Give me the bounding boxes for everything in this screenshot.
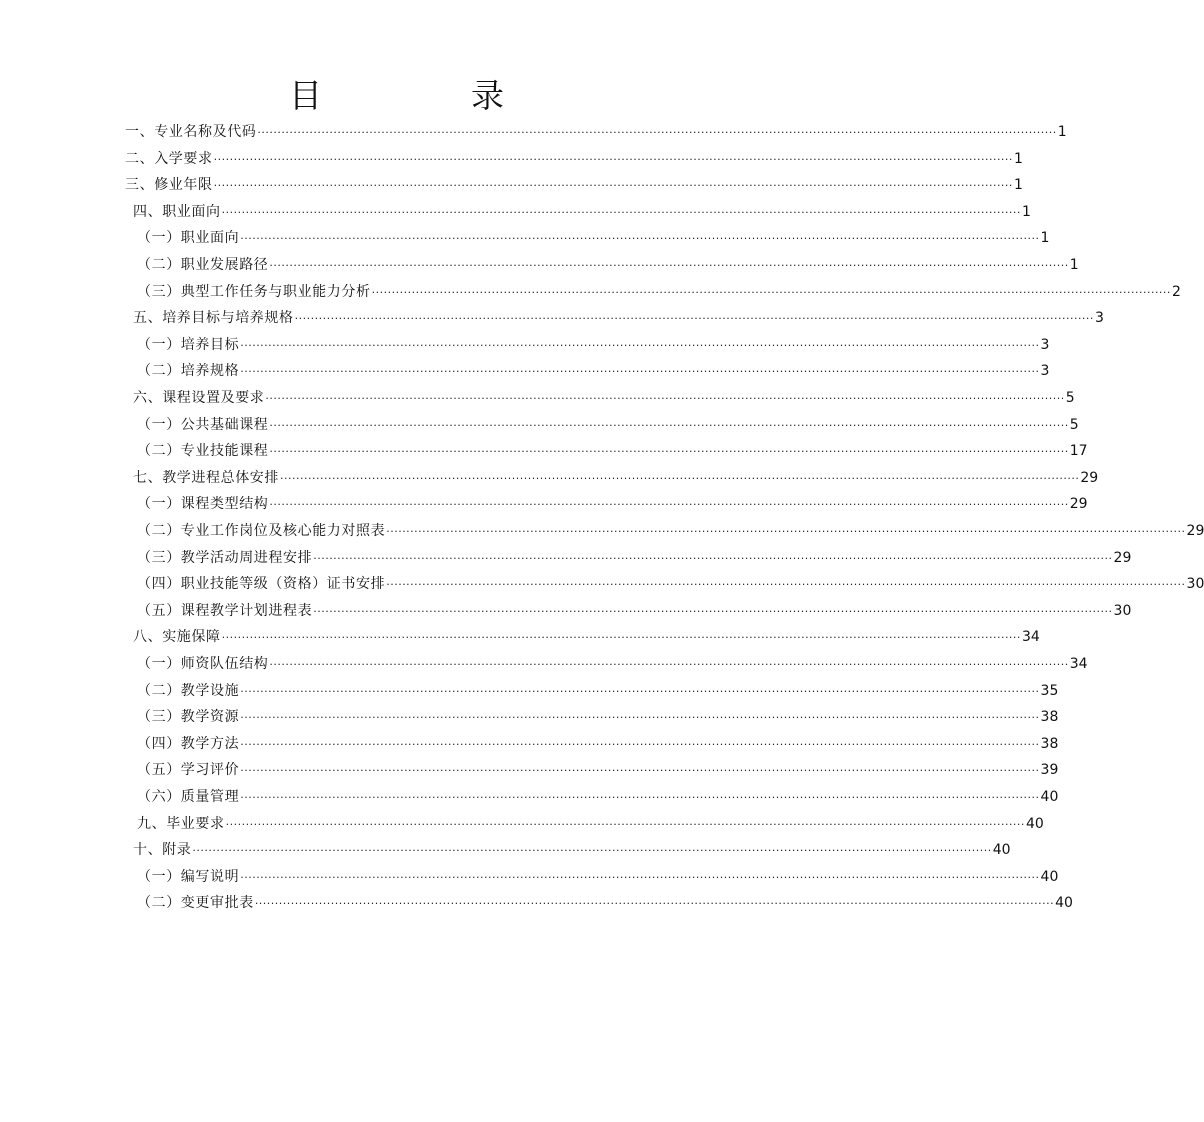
toc-entry[interactable] (137, 518, 1204, 544)
toc-entry[interactable] (137, 864, 1059, 890)
dot-leader: ········································································································································································································ (371, 285, 1171, 299)
dot-leader: ········································································································································································································ (254, 897, 1055, 911)
toc-entry-page-number: 35 (1040, 682, 1059, 699)
toc-entry[interactable] (133, 305, 1104, 331)
dot-leader: ········································································································································································································ (280, 471, 1080, 485)
toc-entry-label: （一）课程类型结构 (137, 496, 269, 513)
toc-entry-label: 五、培养目标与培养规格 (133, 310, 294, 327)
dot-leader: ········································································································································································································ (240, 870, 1040, 884)
toc-entry[interactable] (137, 678, 1059, 704)
toc-entry-label: （四）教学方法 (137, 735, 240, 752)
toc-entry-page-number: 39 (1040, 762, 1059, 779)
toc-entry-page-number: 29 (1069, 496, 1088, 513)
toc-entry-label: （一）师资队伍结构 (137, 656, 269, 672)
toc-entry-label: （二）职业发展路径 (137, 257, 269, 273)
toc-entry-page-number: 34 (1069, 656, 1088, 672)
dot-leader: ········································································································································································································ (386, 578, 1186, 592)
toc-entry[interactable] (137, 545, 1132, 571)
toc-entry-page-number: 2 (1171, 283, 1181, 300)
toc-entry[interactable] (125, 146, 1023, 172)
dot-leader: ········································································································································································································ (257, 126, 1057, 139)
page-title: 目 录 (289, 76, 562, 115)
toc-entry[interactable] (133, 385, 1075, 411)
toc-entry-label: 七、教学进程总体安排 (133, 469, 279, 486)
dot-leader: ········································································································································································································ (240, 711, 1040, 725)
toc-entry-page-number: 3 (1040, 336, 1050, 353)
toc-entry-page-number: 5 (1065, 390, 1075, 406)
toc-entry-label: （二）教学设施 (137, 682, 240, 699)
dot-leader: ········································································································································································································ (221, 631, 1021, 645)
dot-leader: ········································································································································································································ (240, 791, 1040, 804)
dot-leader: ········································································································································································································ (294, 312, 1094, 326)
toc-entry[interactable] (133, 465, 1099, 491)
toc-entry-label: 二、入学要求 (125, 150, 213, 167)
toc-entry-label: 九、毕业要求 (137, 815, 225, 832)
toc-entry-page-number: 34 (1021, 629, 1040, 646)
toc-entry-page-number: 40 (1040, 868, 1059, 885)
toc-entry-label: （一）编写说明 (137, 868, 240, 885)
dot-leader: ········································································································································································································ (269, 658, 1069, 671)
dot-leader: ········································································································································································································ (240, 338, 1040, 352)
toc-entry-page-number: 38 (1040, 709, 1059, 726)
toc-entry-label: （一）培养目标 (137, 336, 240, 353)
toc-entry-page-number: 40 (992, 842, 1011, 859)
toc-entry-label: 一、专业名称及代码 (125, 124, 257, 140)
toc-entry-label: （二）专业工作岗位及核心能力对照表 (137, 523, 386, 539)
toc-entry-label: 八、实施保障 (133, 629, 221, 646)
dot-leader: ········································································································································································································ (240, 737, 1040, 751)
toc-entry-page-number: 1 (1013, 150, 1023, 167)
toc-entry[interactable] (137, 225, 1050, 251)
toc-entry-page-number: 29 (1113, 549, 1132, 566)
toc-entry-page-number: 40 (1025, 815, 1044, 832)
toc-entry[interactable] (125, 119, 1067, 145)
dot-leader: ········································································································································································································ (240, 764, 1040, 778)
toc-entry[interactable] (137, 252, 1079, 278)
toc-entry-page-number: 38 (1040, 735, 1059, 752)
dot-leader: ········································································································································································································ (221, 205, 1021, 219)
toc-entry-page-number: 30 (1113, 602, 1132, 619)
toc-entry-label: 三、修业年限 (125, 177, 213, 194)
toc-entry[interactable] (125, 172, 1023, 198)
toc-entry-page-number: 1 (1013, 177, 1023, 194)
toc-entry-page-number: 29 (1186, 523, 1204, 539)
toc-entry-label: 六、课程设置及要求 (133, 390, 265, 406)
dot-leader: ········································································································································································································ (269, 445, 1069, 459)
toc-entry-page-number: 30 (1186, 576, 1204, 593)
toc-entry[interactable] (137, 890, 1073, 916)
toc-entry-page-number: 5 (1069, 416, 1079, 433)
toc-entry-page-number: 29 (1080, 469, 1099, 486)
toc-entry-label: （三）教学资源 (137, 709, 240, 726)
toc-entry[interactable] (137, 438, 1088, 464)
toc-entry-page-number: 1 (1021, 203, 1031, 220)
toc-entry[interactable] (133, 199, 1031, 225)
toc-entry[interactable] (133, 624, 1040, 650)
dot-leader: ········································································································································································································ (225, 817, 1025, 831)
toc-entry-label: （五）课程教学计划进程表 (137, 602, 313, 619)
dot-leader: ········································································································································································································ (192, 844, 992, 858)
dot-leader: ········································································································································································································ (313, 604, 1113, 618)
toc-entry[interactable] (133, 837, 1011, 863)
toc-entry[interactable] (137, 757, 1059, 783)
toc-entry-label: （三）教学活动周进程安排 (137, 549, 313, 566)
toc-entry[interactable] (137, 651, 1088, 677)
toc-entry-page-number: 1 (1040, 230, 1050, 247)
dot-leader: ········································································································································································································ (213, 179, 1013, 193)
toc-entry-label: （五）学习评价 (137, 762, 240, 779)
toc-entry-label: 四、职业面向 (133, 203, 221, 220)
toc-entry[interactable] (137, 784, 1059, 810)
toc-entry-page-number: 1 (1057, 124, 1067, 140)
toc-entry[interactable] (137, 279, 1181, 305)
toc-entry-page-number: 1 (1069, 257, 1079, 273)
dot-leader: ········································································································································································································ (269, 259, 1069, 272)
toc-entry-label: （一）职业面向 (137, 230, 240, 247)
toc-entry-label: （四）职业技能等级（资格）证书安排 (137, 576, 386, 593)
toc-entry-label: 十、附录 (133, 842, 192, 859)
toc-entry-page-number: 40 (1055, 895, 1073, 912)
toc-entry-page-number: 17 (1069, 443, 1088, 460)
toc-entry-label: （三）典型工作任务与职业能力分析 (137, 283, 371, 300)
toc-entry-label: （二）变更审批表 (137, 895, 254, 912)
dot-leader: ········································································································································································································ (240, 232, 1040, 246)
toc-entry[interactable] (137, 704, 1059, 730)
dot-leader: ········································································································································································································ (240, 684, 1040, 698)
toc-entry-label: （二）培养规格 (137, 363, 240, 380)
toc-entry[interactable] (137, 358, 1050, 384)
toc-entry[interactable] (137, 571, 1204, 597)
dot-leader: ········································································································································································································ (269, 498, 1069, 512)
toc-entry-label: （二）专业技能课程 (137, 443, 269, 460)
toc-entry-page-number: 3 (1040, 363, 1050, 380)
toc-entry[interactable] (137, 598, 1132, 624)
toc-entry-label: （六）质量管理 (137, 789, 240, 805)
dot-leader: ········································································································································································································ (386, 525, 1186, 538)
toc-entry[interactable] (137, 731, 1059, 757)
toc-entry-page-number: 40 (1040, 789, 1059, 805)
dot-leader: ········································································································································································································ (213, 152, 1013, 166)
toc-entry[interactable] (137, 332, 1050, 358)
toc-entry-page-number: 3 (1094, 310, 1104, 327)
toc-entry[interactable] (137, 491, 1088, 517)
toc-entry[interactable] (137, 412, 1079, 438)
dot-leader: ········································································································································································································ (240, 365, 1040, 379)
dot-leader: ········································································································································································································ (265, 392, 1065, 405)
dot-leader: ········································································································································································································ (313, 551, 1113, 565)
toc-entry-label: （一）公共基础课程 (137, 416, 269, 433)
toc-entry[interactable] (137, 811, 1044, 837)
dot-leader: ········································································································································································································ (269, 418, 1069, 432)
